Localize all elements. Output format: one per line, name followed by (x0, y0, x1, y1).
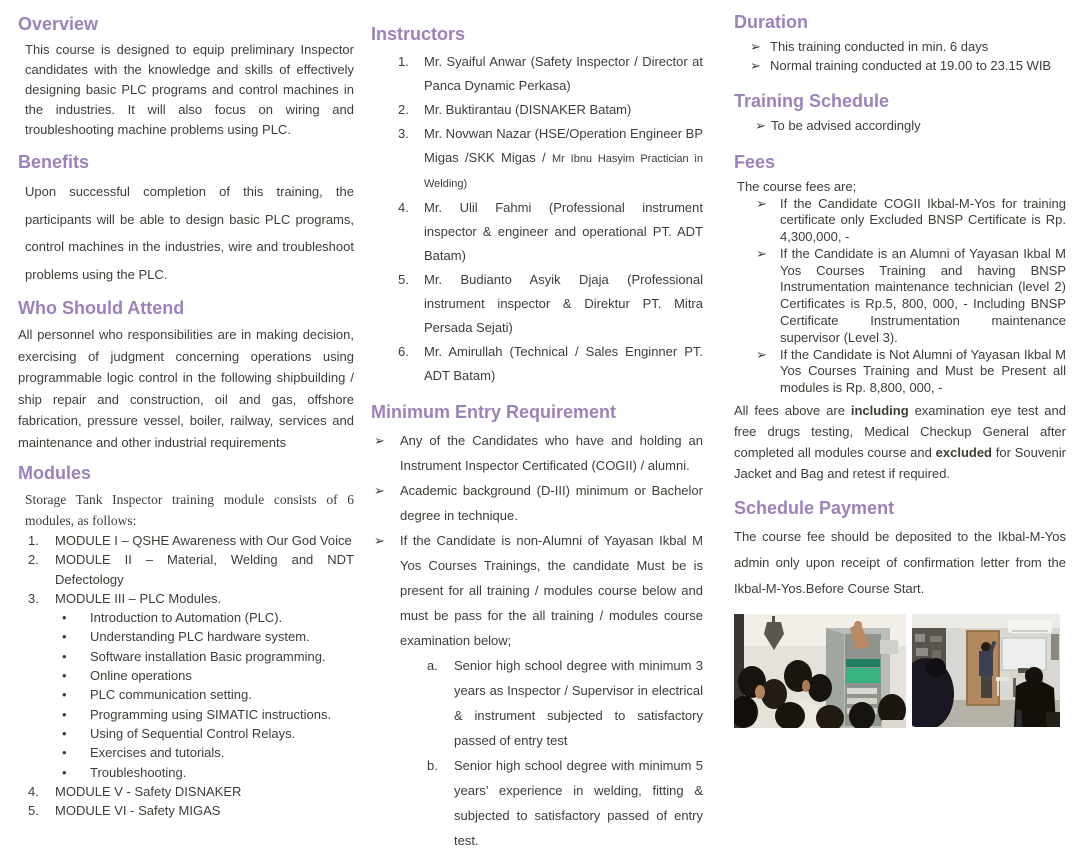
instructor-item: 3. Mr. Novwan Nazar (HSE/Operation Engineer BP Migas /SKK Migas / Mr Ibnu Hasyim Practician in Welding) (398, 126, 703, 190)
section-schedule-payment (734, 498, 1066, 602)
benefits-body: Upon successful completion of this training, the participants will be able to design basic PLC programs, control machines in the industries, wire and troubleshoot problems using the PLC. (25, 184, 354, 282)
bullet-dot-icon: • (62, 706, 67, 722)
arrow-bullet-icon: ➢ (374, 433, 385, 448)
bullet-dot-icon: • (62, 725, 67, 741)
training-photos (734, 614, 1066, 728)
bullet-dot-icon: • (62, 687, 67, 703)
training-schedule-list (734, 117, 1066, 136)
module-sub-item: • Understanding PLC hardware system. (18, 627, 354, 646)
module-sub-item: • Exercises and tutorials. (18, 743, 354, 762)
bullet-dot-icon: • (62, 629, 67, 645)
module-sub-item: • Programming using SIMATIC instructions. (18, 705, 354, 724)
entry-requirement-list (371, 428, 703, 853)
fee-item: ➢ If the Candidate is an Alumni of Yayasan Ikbal M Yos Courses Training and having BNSP Instrumentation maintenance technician (level 2) Certificates is Rp.5, 800, 000, - Including BNSP Certificate Instrumentation maintenance supervisor (Level 3). (756, 245, 1066, 345)
schedule-payment-body: The course fee should be deposited to the Ikbal-M-Yos admin only upon receipt of confirmation letter from the Ikbal-M-Yos.Before Course Start. (734, 529, 1066, 597)
instructors-list (371, 50, 703, 388)
overview-heading: Overview (18, 14, 99, 34)
bullet-dot-icon: • (62, 668, 67, 684)
module-sub-item: • Introduction to Automation (PLC). (18, 608, 354, 627)
entry-requirement-sub-item: a. Senior high school degree with minimum 3 years as Inspector / Supervisor in electrical & instrument subjected to satisfactory passed of entry test (427, 658, 703, 748)
who-should-attend-body: All personnel who responsibilities are in making decision, exercising of judgment concerning operations using programmable logic control in the following shipbuilding / ship repair and construction, oil and gas, offshore fabrication, pressure vessel, boiler, railway, services and maintenance and other industrial requirements (18, 327, 354, 450)
arrow-bullet-icon: ➢ (750, 57, 761, 73)
right-column (734, 12, 1066, 728)
modules-heading: Modules (18, 463, 92, 483)
section-training-schedule (734, 91, 1066, 136)
instructor-item: 4. Mr. Ulil Fahmi (Professional instrument inspector & engineer and operational PT. ADT Batam) (398, 200, 703, 263)
section-who-should-attend (18, 298, 354, 453)
entry-requirement-sub-item: b. Senior high school degree with minimum 5 years’ experience in welding, fitting & subjected to satisfactory passed of entry test. (427, 758, 703, 848)
left-column (18, 14, 354, 820)
section-overview (18, 14, 354, 140)
section-entry-requirement (371, 402, 703, 853)
training-schedule-item: ➢ To be advised accordingly (734, 117, 1066, 136)
duration-item: ➢ This training conducted in min. 6 days (734, 38, 1066, 57)
instructor-item: 6. Mr. Amirullah (Technical / Sales Enginner PT. ADT Batam) (398, 344, 703, 383)
fees-list (734, 196, 1066, 398)
fees-note: All fees above are including examination eye test and free drugs testing, Medical Checkup General after completed all modules course and excluded for Souvenir Jacket and Bag and retest if required. (734, 403, 1067, 482)
section-fees (734, 152, 1066, 485)
entry-requirement-item: ➢ Any of the Candidates who have and holding an Instrument Inspector Certificated (COGII) / alumni. (371, 428, 703, 478)
instructor-item: 2. Mr. Buktirantau (DISNAKER Batam) (398, 102, 632, 117)
fee-item: ➢ If the Candidate is Not Alumni of Yayasan Ikbal M Yos Courses Training and Must be Present all modules is Rp. 8,800, 000, - (756, 346, 1066, 396)
fee-item: ➢ If the Candidate COGII Ikbal-M-Yos for training certificate only Excluded BNSP Certificate is Rp. 4,300,000, - (756, 195, 1066, 245)
fees-note-bold-including: including (850, 403, 909, 419)
duration-heading: Duration (734, 12, 808, 32)
modules-list (18, 531, 354, 820)
module-sub-item: • PLC communication setting. (18, 685, 354, 704)
arrow-bullet-icon: ➢ (756, 346, 767, 362)
bullet-dot-icon: • (62, 764, 67, 780)
fees-note-bold-excluded: excluded (935, 445, 992, 461)
fees-intro: The course fees are; (737, 178, 857, 194)
module-sub-item: • Online operations (18, 666, 354, 685)
entry-requirement-heading: Minimum Entry Requirement (371, 402, 617, 422)
training-photo-equipment-demo (734, 614, 906, 728)
instructor-item: 5. Mr. Budianto Asyik Djaja (Professional instrument inspector & Direktur PT. Mitra Persada Sejati) (398, 272, 703, 335)
arrow-bullet-icon: ➢ (755, 118, 766, 133)
bullet-dot-icon: • (62, 648, 67, 664)
instructors-heading: Instructors (371, 24, 466, 44)
arrow-bullet-icon: ➢ (374, 483, 385, 498)
module-item: 5. MODULE VI - Safety MIGAS (28, 803, 221, 819)
training-photo-classroom (912, 614, 1060, 727)
module-item: 2. MODULE II – Material, Welding and NDT Defectology (28, 552, 354, 587)
module-sub-item: • Software installation Basic programming. (18, 647, 354, 666)
arrow-bullet-icon: ➢ (756, 195, 767, 211)
instructor-item: 1. Mr. Syaiful Anwar (Safety Inspector / Director at Panca Dynamic Perkasa) (398, 54, 703, 93)
arrow-bullet-icon: ➢ (374, 533, 385, 548)
section-modules (18, 463, 354, 820)
fees-heading: Fees (734, 151, 776, 172)
duration-item: ➢ Normal training conducted at 19.00 to 23.15 WIB (734, 57, 1066, 76)
overview-body: This course is designed to equip preliminary Inspector candidates with the knowledge and skills of effectively designing basic PLC programs and control machines in the industries. It will also focus on wiring and troubleshooting machine problems using PLC. (25, 42, 354, 137)
section-instructors (371, 24, 703, 388)
arrow-bullet-icon: ➢ (756, 245, 767, 261)
arrow-bullet-icon: ➢ (750, 39, 761, 54)
section-duration (734, 12, 1066, 75)
modules-intro: Storage Tank Inspector training module consists of 6 modules, as follows: (25, 492, 354, 528)
training-schedule-heading: Training Schedule (734, 91, 890, 111)
entry-requirement-item: ➢ Academic background (D-III) minimum or Bachelor degree in technique. (371, 478, 703, 528)
module-item: 3. MODULE III – PLC Modules. (28, 590, 222, 606)
duration-list (734, 38, 1066, 75)
instructor-item-small-text: Mr Ibnu Hasyim Practician in Welding) (424, 153, 703, 190)
entry-requirement-item: ➢ If the Candidate is non-Alumni of Yayasan Ikbal M Yos Courses Trainings, the candidate Must be is present for all training / modules course below and must be pass for the all training / modules course examination below; (371, 528, 703, 653)
module-item: 4. MODULE V - Safety DISNAKER (28, 783, 242, 799)
schedule-payment-heading: Schedule Payment (734, 498, 895, 519)
bullet-dot-icon: • (62, 610, 67, 626)
module-item: 1. MODULE I – QSHE Awareness with Our God Voice (28, 533, 352, 548)
benefits-heading: Benefits (18, 152, 90, 172)
section-benefits (18, 152, 354, 288)
middle-column (371, 24, 703, 853)
module-sub-item: • Using of Sequential Control Relays. (18, 724, 354, 743)
bullet-dot-icon: • (62, 745, 67, 761)
who-should-attend-heading: Who Should Attend (18, 298, 185, 318)
module-sub-item: • Troubleshooting. (18, 763, 354, 782)
